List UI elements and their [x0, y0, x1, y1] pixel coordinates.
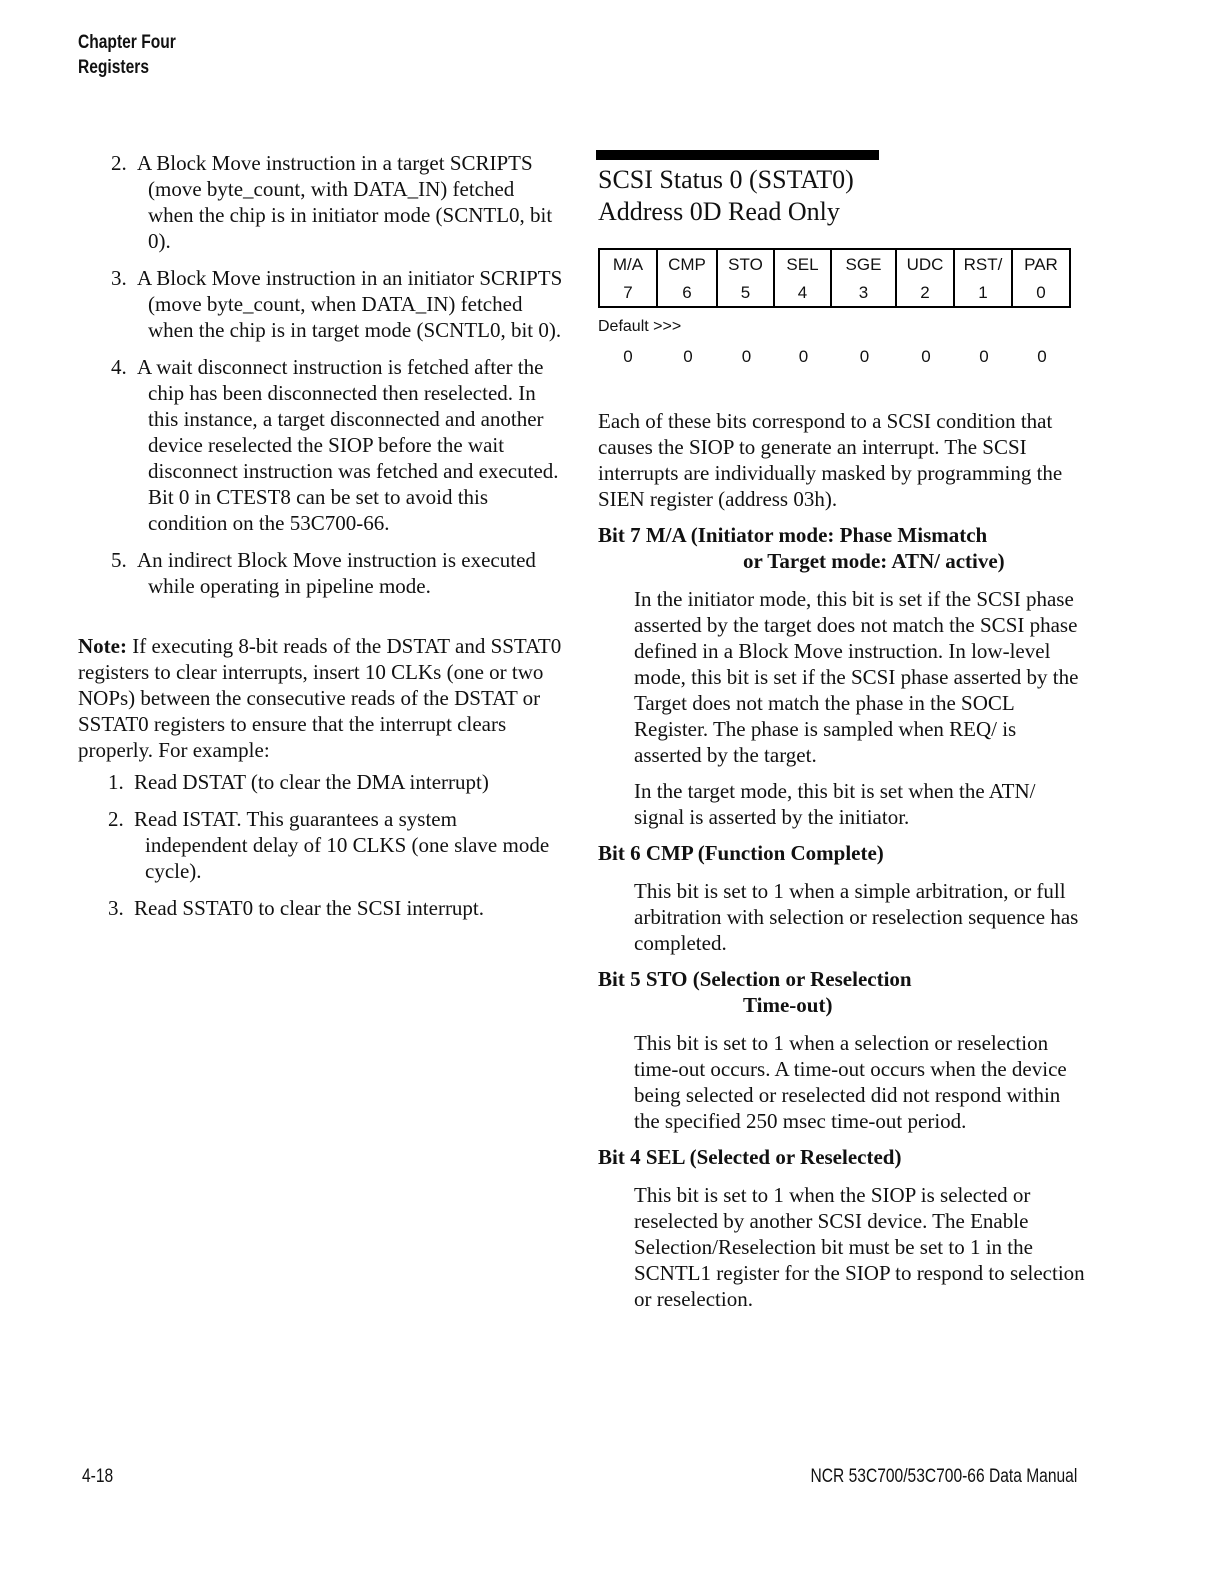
bit-name-cell: UDC — [896, 249, 954, 280]
list-number: 5. — [111, 548, 127, 572]
page-number: 4-18 — [82, 1466, 114, 1487]
list-number: 3. — [111, 266, 127, 290]
default-value: 0 — [798, 347, 809, 366]
bit-number-cell: 7 — [599, 280, 657, 307]
manual-title: NCR 53C700/53C700-66 Data Manual — [810, 1466, 1077, 1487]
bit-name-cell: SGE — [831, 249, 896, 280]
list-text: An indirect Block Move instruction is executed while operating in pipeline mode. — [137, 548, 536, 598]
list-text: A Block Move instruction in an initiator SCRIPTS (move byte_count, when DATA_IN) fetched when the chip is in target mode (SCNTL0, bit 0). — [137, 266, 563, 342]
bit-heading — [598, 1144, 1088, 1170]
list-text: A Block Move instruction in a target SCRIPTS (move byte_count, with DATA_IN) fetched when the chip is in initiator mode (SCNTL0, bit 0). — [137, 151, 553, 253]
bit-name-cell: RST/ — [954, 249, 1012, 280]
list-item — [78, 547, 563, 599]
bit-description — [598, 1182, 1088, 1312]
list-text: Read SSTAT0 to clear the SCSI interrupt. — [134, 896, 485, 920]
list-item — [78, 895, 563, 921]
default-value: 0 — [1037, 347, 1047, 366]
list-text: Read DSTAT (to clear the DMA interrupt) — [134, 770, 489, 794]
bit-heading — [598, 522, 1088, 574]
bit-description — [598, 878, 1088, 956]
right-column — [598, 150, 1088, 1322]
register-bit-table — [598, 248, 1071, 308]
bit-heading-line: Bit 4 SEL (Selected or Reselected) — [598, 1145, 902, 1169]
running-header — [78, 30, 176, 80]
bit-paragraph: In the target mode, this bit is set when the ATN/ signal is asserted by the initiator. — [634, 779, 1036, 829]
bit-number-cell: 3 — [831, 280, 896, 307]
list-item — [78, 806, 563, 884]
bit-description — [598, 586, 1088, 830]
bit-heading-line: Bit 5 STO (Selection or Reselection — [598, 967, 912, 991]
default-value: 0 — [741, 347, 752, 366]
bit-number-cell: 0 — [1012, 280, 1070, 307]
list-text: Read ISTAT. This guarantees a system independent delay of 10 CLKS (one slave mode cycle). — [134, 807, 550, 883]
note-paragraph — [78, 633, 563, 763]
steps-list — [78, 769, 563, 921]
bit-paragraph: This bit is set to 1 when the SIOP is selected or reselected by another SCSI device. The Enable Selection/Reselection bit must be set to 1 in the SCNTL1 register for the SIOP to respond to selection or reselection. — [634, 1183, 1085, 1311]
bit-heading-line: Time-out) — [743, 993, 833, 1017]
bit-heading-line: or Target mode: ATN/ active) — [743, 549, 1005, 573]
default-values-row — [598, 344, 1088, 370]
register-title-rule — [596, 150, 879, 160]
bit-number-cell: 6 — [657, 280, 717, 307]
default-value: 0 — [683, 347, 693, 366]
default-label: Default >>> — [598, 318, 682, 335]
bit-name-cell: SEL — [774, 249, 831, 280]
bit-name-cell: STO — [717, 249, 774, 280]
register-title — [598, 164, 1088, 228]
bit-paragraph: This bit is set to 1 when a selection or reselection time-out occurs. A time-out occurs when the device being selected or reselected did not respond within the specified 250 msec time-out period. — [634, 1031, 1067, 1133]
condition-list — [78, 150, 563, 599]
default-value: 0 — [623, 347, 633, 366]
list-number: 2. — [108, 807, 124, 831]
bit-heading-line: Bit 6 CMP (Function Complete) — [598, 841, 884, 865]
note-text: If executing 8-bit reads of the DSTAT and SSTAT0 registers to clear interrupts, insert 10 CLKs (one or two NOPs) between the consecutive reads of the DSTAT or SSTAT0 registers to ensure that the interrupt clears properly. For example: — [78, 634, 562, 762]
bit-number-cell: 1 — [954, 280, 1012, 307]
section-label: Registers — [78, 57, 150, 78]
list-item — [78, 150, 563, 254]
chapter-label: Chapter Four — [78, 32, 176, 53]
bit-name-cell: CMP — [657, 249, 717, 280]
bit-paragraph: In the initiator mode, this bit is set if the SCSI phase asserted by the target does not match the SCSI phase defined in a Block Move instruction. In low-level mode, this bit is set if the SCSI phase asserted by the Target does not match the phase in the SOCL Register. The phase is sampled when REQ/ is asserted by the target. — [634, 587, 1079, 767]
register-name: SCSI Status 0 (SSTAT0) — [598, 165, 854, 194]
list-text: A wait disconnect instruction is fetched after the chip has been disconnected then reselected. In this instance, a target disconnected and another device reselected the SIOP before the wait disconnect instruction was fetched and executed. Bit 0 in CTEST8 can be set to avoid this condition on the 53C700-66. — [137, 355, 559, 535]
default-value: 0 — [921, 347, 931, 366]
bit-heading — [598, 840, 1088, 866]
bit-name-cell: M/A — [599, 249, 657, 280]
left-column — [78, 150, 563, 932]
note-label: Note: — [78, 634, 127, 658]
default-value: 0 — [979, 347, 989, 366]
bit-name-cell: PAR — [1012, 249, 1070, 280]
list-item — [78, 354, 563, 536]
bit-paragraph: This bit is set to 1 when a simple arbitration, or full arbitration with selection or reselection sequence has completed. — [634, 879, 1079, 955]
bit-number-cell: 4 — [774, 280, 831, 307]
list-number: 2. — [111, 151, 127, 175]
list-number: 3. — [108, 896, 124, 920]
bit-heading-line: Bit 7 M/A (Initiator mode: Phase Mismatch — [598, 523, 988, 547]
list-number: 1. — [108, 770, 124, 794]
default-value: 0 — [859, 347, 870, 366]
register-intro: Each of these bits correspond to a SCSI condition that causes the SIOP to generate an interrupt. The SCSI interrupts are individually masked by programming the SIEN register (address 03h). — [598, 409, 1063, 511]
bit-number-cell: 2 — [896, 280, 954, 307]
bit-description — [598, 1030, 1088, 1134]
list-item — [78, 265, 563, 343]
bit-number-cell: 5 — [717, 280, 774, 307]
bit-heading — [598, 966, 1088, 1018]
list-item — [78, 769, 563, 795]
register-address: Address 0D Read Only — [598, 197, 840, 226]
list-number: 4. — [111, 355, 127, 379]
